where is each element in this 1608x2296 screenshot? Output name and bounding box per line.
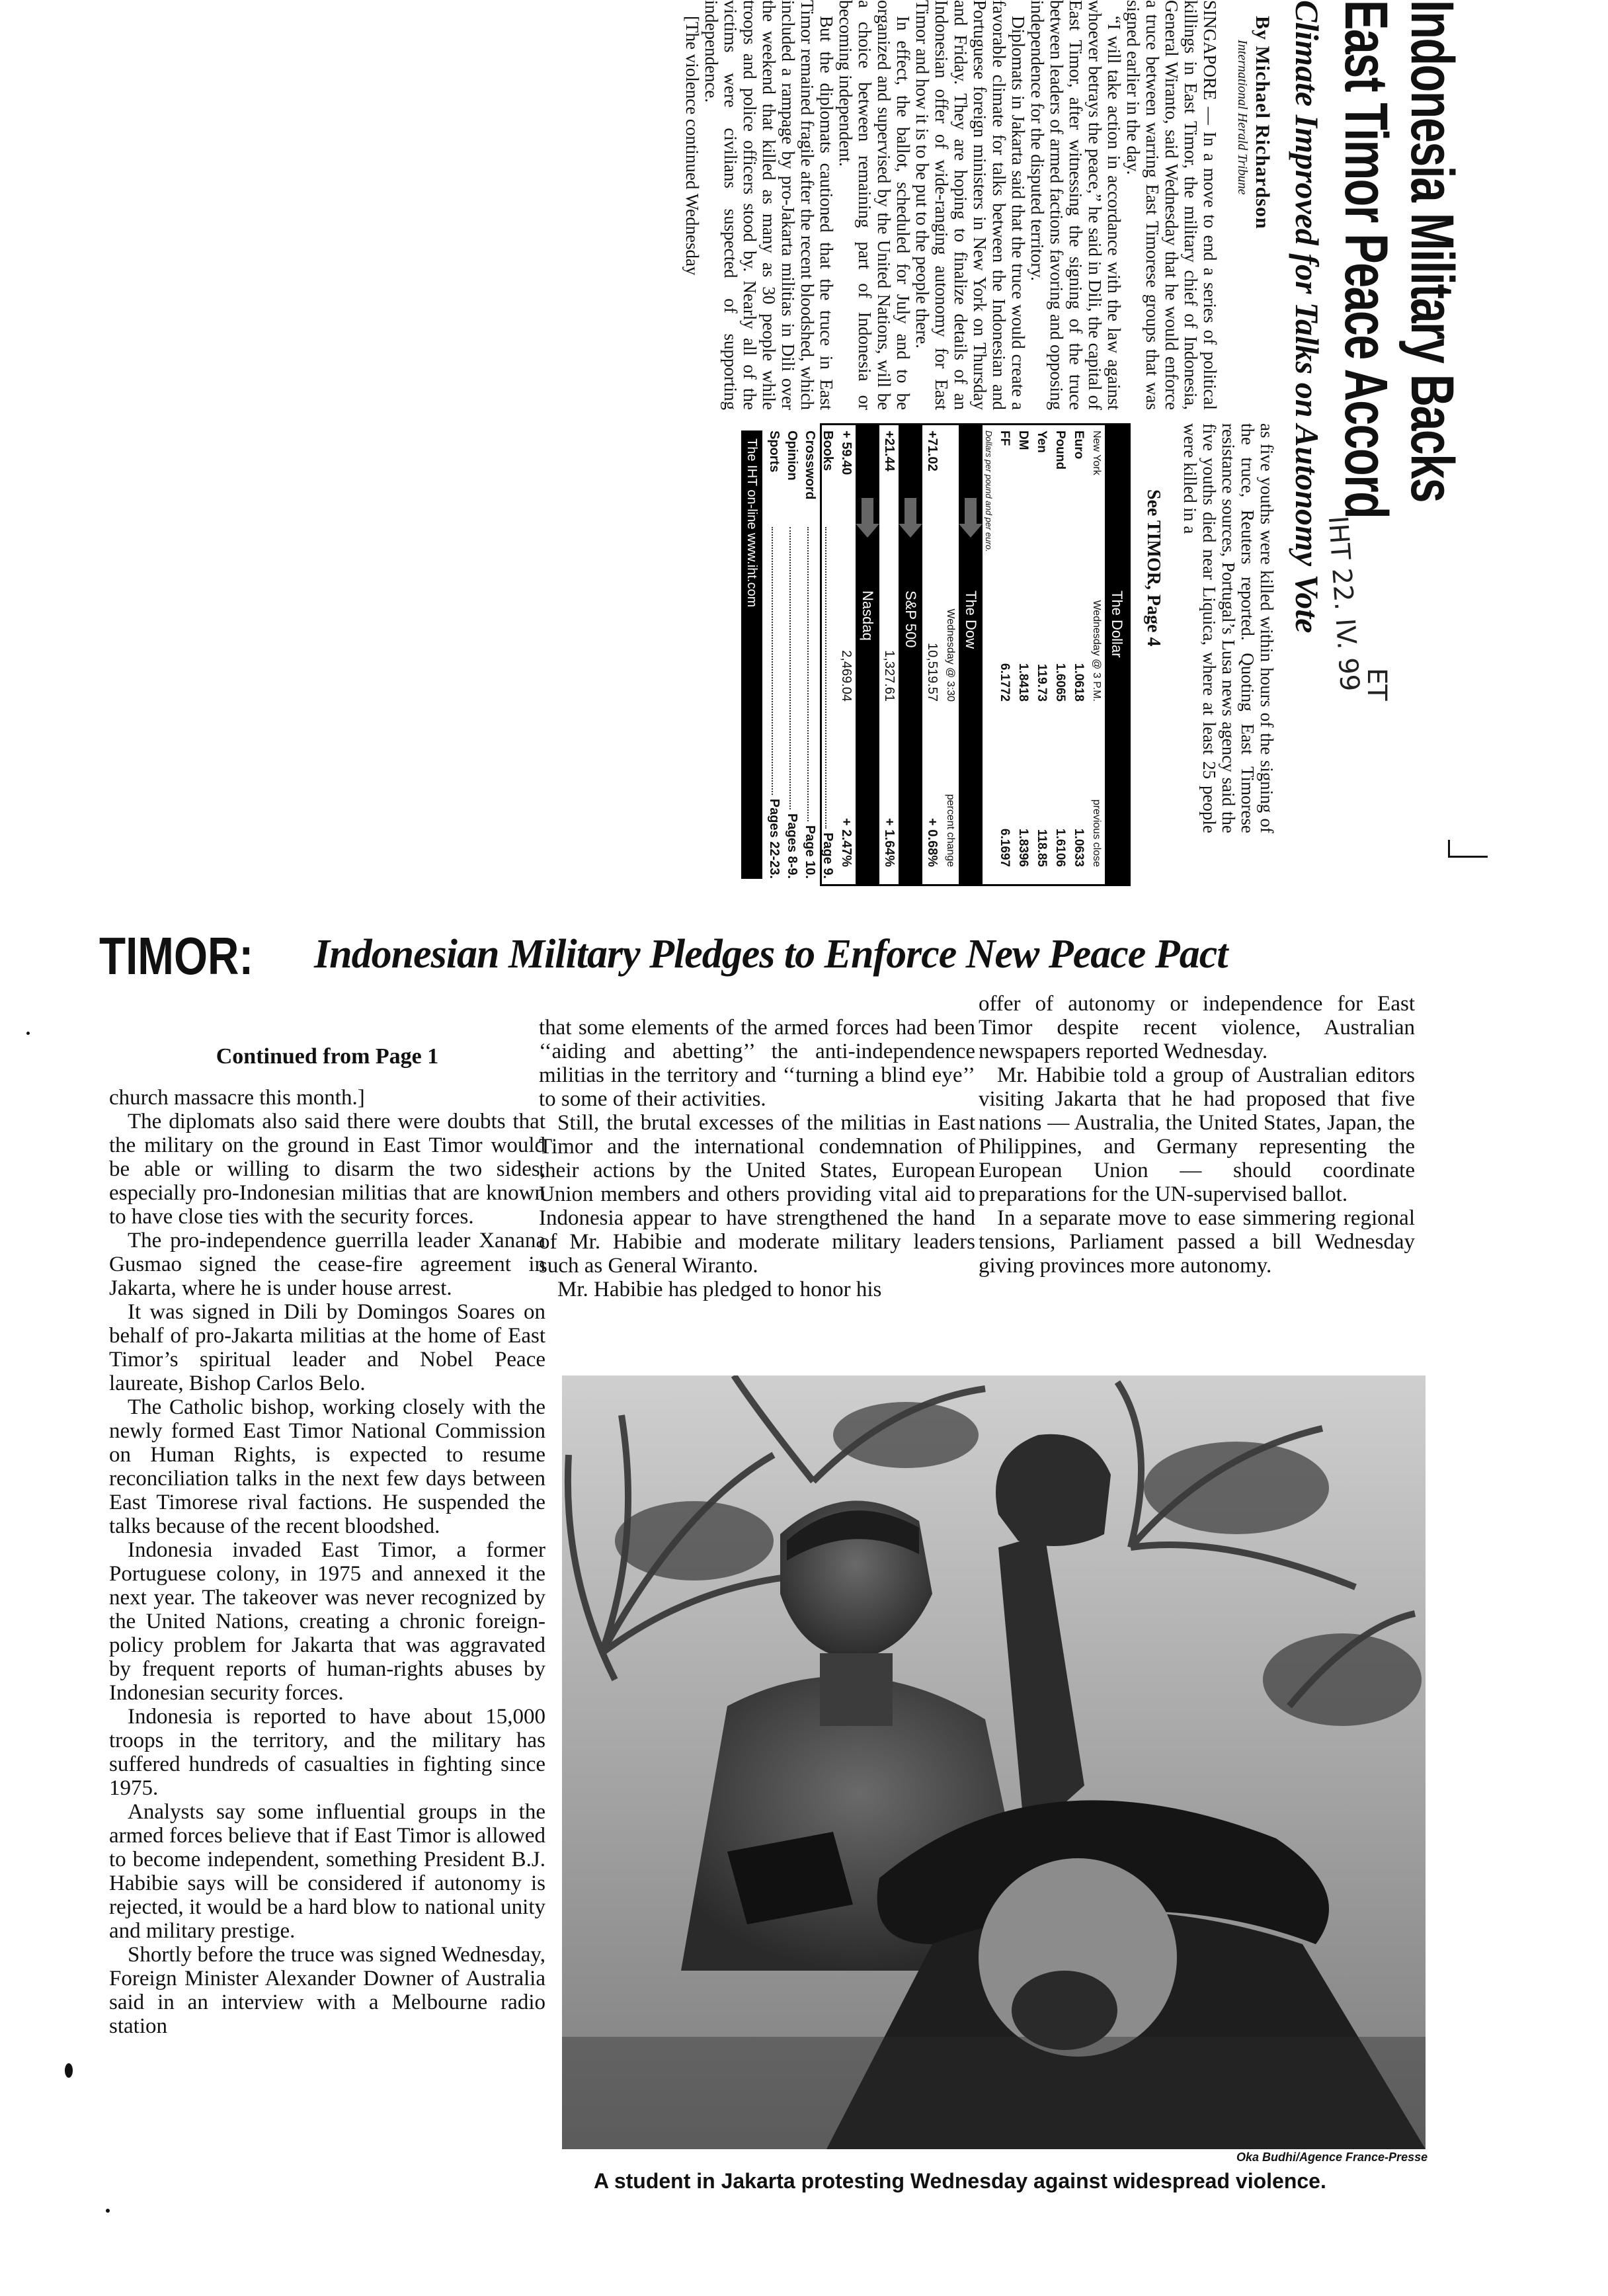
byline-organization: International Herald Tribune <box>1235 40 1250 195</box>
toc-leader <box>807 527 817 821</box>
toc-page: Pages 8-9. <box>785 813 799 879</box>
toc-row <box>765 425 783 884</box>
dow-title-bar <box>959 425 983 884</box>
news-photo <box>562 1375 1426 2149</box>
index-change: +71.02 <box>925 430 940 472</box>
nasdaq-title-bar <box>856 425 879 884</box>
currency-note: Dollars per pound and per euro. <box>984 430 994 552</box>
continued-label: Continued from Page 1 <box>216 1044 439 1069</box>
dollar-title: The Dollar <box>1109 591 1125 658</box>
article-paragraph: Mr. Habibie told a group of Australian editors visiting Jakarta that he had proposed that five nations — Australia, the United States, Japan, the Philippines, and Germany representing the European Union — should coordinate preparations for the UN-supervised ballot. <box>979 1063 1415 1206</box>
article-paragraph: In a separate move to ease simmering regional tensions, Parliament passed a bill Wednesday giving provinces more autonomy. <box>979 1206 1415 1278</box>
toc-page: Pages 22-23. <box>767 798 782 879</box>
sp500-title-bar <box>899 425 922 884</box>
photo-caption: A student in Jakarta protesting Wednesday against widespread violence. <box>594 2169 1326 2193</box>
article-paragraph: Mr. Habibie has pledged to honor his <box>557 1278 882 1301</box>
article-paragraph: Still, the brutal excesses of the militias in East Timor and the international condemnation of their actions by the United States, European Union members and others providing vital aid to Indonesia appear to have strengthened the hand of Mr. Habibie and moderate military leaders such as General Wiranto. <box>539 1111 975 1278</box>
inside-column-3 <box>979 992 1415 1278</box>
toc-row <box>783 425 801 884</box>
currency-name: Euro <box>1072 430 1086 460</box>
dow-title: The Dow <box>963 591 979 649</box>
index-value: 1,327.61 <box>882 650 897 702</box>
sp500-row <box>879 425 899 884</box>
toc-row <box>801 425 819 884</box>
toc-section: Crossword <box>803 430 817 500</box>
front-paragraph: “I will take action in accordance with the law against whoever betrays the peace,” he said in Dili, the capital of East Timor, after witnessing the signing of the truce between leaders of armed factions favoring and opposing independence for the disputed territory. <box>1027 0 1124 410</box>
front-column-2 <box>1180 423 1276 833</box>
front-paragraph: In effect, the ballot, scheduled for July and to be organized and supervised by the United Nations, will be a choice between remaining part of Indonesia or becoming independent. <box>836 0 913 410</box>
toc-section: Sports <box>767 430 782 473</box>
index-percent: + 0.68% <box>925 818 940 867</box>
front-page-clipping <box>86 0 1474 899</box>
article-paragraph: Indonesia invaded East Timor, a former Portuguese colony, in 1975 and annexed it the next year. The takeover was never recognized by the United Nations, creating a chronic foreign-policy problem for Jakarta that was aggravated by frequent reports of human-rights abuses by Indonesian security forces. <box>109 1538 545 1705</box>
arrow-right-icon <box>899 498 922 538</box>
nasdaq-title: Nasdaq <box>860 591 876 641</box>
toc-section: Opinion <box>785 430 799 481</box>
dollar-title-bar <box>1105 425 1129 884</box>
dow-header <box>942 425 959 884</box>
article-paragraph: Indonesia is reported to have about 15,000 troops in the territory, and the military has suffered hundreds of casualties in fighting since 1975. <box>109 1705 545 1800</box>
dow-header-time: Wednesday @ 3:30 <box>945 608 956 702</box>
currency-rate: 119.73 <box>1035 663 1049 702</box>
currency-name: DM <box>1016 430 1030 450</box>
article-paragraph: offer of autonomy or independence for East Timor despite recent violence, Australian newspapers reported Wednesday. <box>979 992 1415 1063</box>
byline: By Michael Richardson <box>1252 16 1273 229</box>
article-paragraph: The pro-independence guerrilla leader Xanana Gusmao signed the cease-fire agreement in Jakarta, where he is under house arrest. <box>109 1229 545 1300</box>
front-paragraph: as five youths were killed within hours of the signing of the truce, Reuters reported. Quoting East Timorese resistance sources, Portugal’s Lusa news agency said the five youths died near Liquica, where at least 25 people were killed in a <box>1180 423 1277 833</box>
currency-name: FF <box>998 430 1012 446</box>
dollar-header-city: New York <box>1091 430 1102 475</box>
dollar-header-time: Wednesday @ 3 P.M. <box>1091 600 1102 702</box>
article-paragraph: It was signed in Dili by Domingos Soares on behalf of pro-Jakarta militias at the home of East Timor’s spiritual leader and Nobel Peace laureate, Bishop Carlos Belo. <box>109 1300 545 1395</box>
currency-prev: 118.85 <box>1035 829 1049 867</box>
currency-rate: 1.0618 <box>1072 663 1086 702</box>
index-change: + 59.40 <box>839 430 854 475</box>
toc-row <box>819 425 836 884</box>
online-bar: The IHT on-line www.iht.com <box>741 430 762 879</box>
currency-rate: 1.6065 <box>1053 663 1067 702</box>
toc-leader <box>825 527 835 829</box>
dollar-header-prev: previous close <box>1091 799 1102 867</box>
headline-kicker: TIMOR: <box>99 926 254 985</box>
toc-page: Page 9. <box>821 832 835 879</box>
currency-name: Pound <box>1053 430 1067 470</box>
toc-leader <box>772 527 782 795</box>
front-column-1 <box>682 0 1219 410</box>
dow-header-change: percent change <box>945 794 956 867</box>
index-percent: + 2.47% <box>839 818 854 867</box>
currency-row <box>1051 425 1069 884</box>
currency-name: Yen <box>1035 430 1049 453</box>
front-headline-line-1: Indonesia Military Backs <box>1398 0 1466 503</box>
front-paragraph: [The violence continued Wednesday <box>682 16 702 276</box>
handwritten-annotation-et: ET <box>1361 668 1392 701</box>
see-more-reference: See TIMOR, Page 4 <box>1143 489 1164 647</box>
dollar-header <box>1088 425 1105 884</box>
nasdaq-row <box>836 425 856 884</box>
markets-box <box>744 423 1131 886</box>
currency-row <box>1014 425 1032 884</box>
arrow-right-icon <box>856 498 879 538</box>
scan-mark <box>106 2209 110 2213</box>
article-paragraph: The diplomats also said there were doubts that the military on the ground in East Timor would be able or willing to disarm the two sides, especially pro-Indonesian militias that are known to have close ties with the security forces. <box>109 1110 545 1229</box>
inside-column-2 <box>539 1016 975 1301</box>
currency-prev: 1.8396 <box>1016 828 1030 867</box>
arrow-right-icon <box>959 498 983 538</box>
byline-block <box>1229 0 1276 410</box>
front-deck: Climate Improved for Talks on Autonomy Vote <box>1289 0 1326 634</box>
article-paragraph: that some elements of the armed forces had been ‘‘aiding and abetting’’ the anti-independence militias in the territory and ‘‘turning a blind eye’’ to some of their activities. <box>539 1016 975 1111</box>
photo-credit: Oka Budhi/Agence France-Presse <box>1236 2151 1428 2164</box>
article-paragraph: The Catholic bishop, working closely with the newly formed East Timor National Commission on Human Rights, is expected to resume reconciliation talks in the next few days between East Timorese rival factions. He suspended the talks because of the recent bloodshed. <box>109 1395 545 1538</box>
currency-prev: 1.6106 <box>1053 828 1067 867</box>
currency-rate: 6.1772 <box>998 663 1012 702</box>
dow-row <box>922 425 942 884</box>
scan-mark <box>65 2063 73 2078</box>
article-paragraph: Analysts say some influential groups in the armed forces believe that if East Timor is allowed to become independent, something President B.J. Habibie says will be considered if autonomy is rejected, it would be a hard blow to national unity and military prestige. <box>109 1800 545 1943</box>
index-change: +21.44 <box>882 430 897 472</box>
currency-rate: 1.8418 <box>1016 663 1030 702</box>
sp500-title: S&P 500 <box>903 591 919 648</box>
currency-row <box>1032 425 1051 884</box>
index-value: 2,469.04 <box>839 650 854 702</box>
photo-illustration <box>562 1375 1426 2149</box>
article-paragraph: Shortly before the truce was signed Wednesday, Foreign Minister Alexander Downer of Australia said in an interview with a Melbourne radio station <box>109 1943 545 2038</box>
currency-row <box>1069 425 1088 884</box>
scan-mark <box>26 1032 30 1035</box>
index-value: 10,519.57 <box>925 643 940 702</box>
clipping-edge-mark <box>1448 856 1488 858</box>
front-headline-line-2: East Timor Peace Accord <box>1332 0 1400 518</box>
article-paragraph: church massacre this month.] <box>109 1086 365 1110</box>
index-percent: + 1.64% <box>882 818 897 867</box>
toc-leader <box>789 527 799 809</box>
inside-column-1 <box>109 1045 545 2038</box>
clipping-edge-mark <box>1448 840 1450 857</box>
front-paragraph: SINGAPORE — In a move to end a series of political killings in East Timor, the military chief of Indonesia, General Wiranto, said Wednesday that he would enforce a truce between warring East Timorese groups that was signed earlier in the day. <box>1123 0 1220 410</box>
spacer <box>944 430 956 503</box>
front-paragraph: But the diplomats cautioned that the truce in East Timor remained fragile after the recent bloodshed, which included a rampage by pro-Jakarta militias in Dili over the weekend that killed as many as 30 people while troops and police officers stood by. Nearly all of the victims were civilians suspected of supporting independence. <box>702 0 836 410</box>
inside-headline <box>99 926 1228 987</box>
handwritten-annotation-date: IHT 22. IV. 99 <box>1322 514 1365 692</box>
headline-text: Indonesian Military Pledges to Enforce New Peace Pact <box>314 932 1228 977</box>
front-paragraph: Diplomats in Jakarta said that the truce would create a favorable climate for talks between the Indonesian and Portuguese foreign ministers in New York on Thursday and Friday. They are hoping to finalize details of an Indonesian offer of wide-ranging autonomy for East Timor and how it is to be put to the people there. <box>912 0 1028 410</box>
currency-row <box>995 425 1014 884</box>
currency-prev: 6.1697 <box>998 828 1012 867</box>
currency-prev: 1.0633 <box>1072 828 1086 867</box>
toc-page: Page 10. <box>803 825 817 879</box>
toc-section: Books <box>821 430 835 472</box>
